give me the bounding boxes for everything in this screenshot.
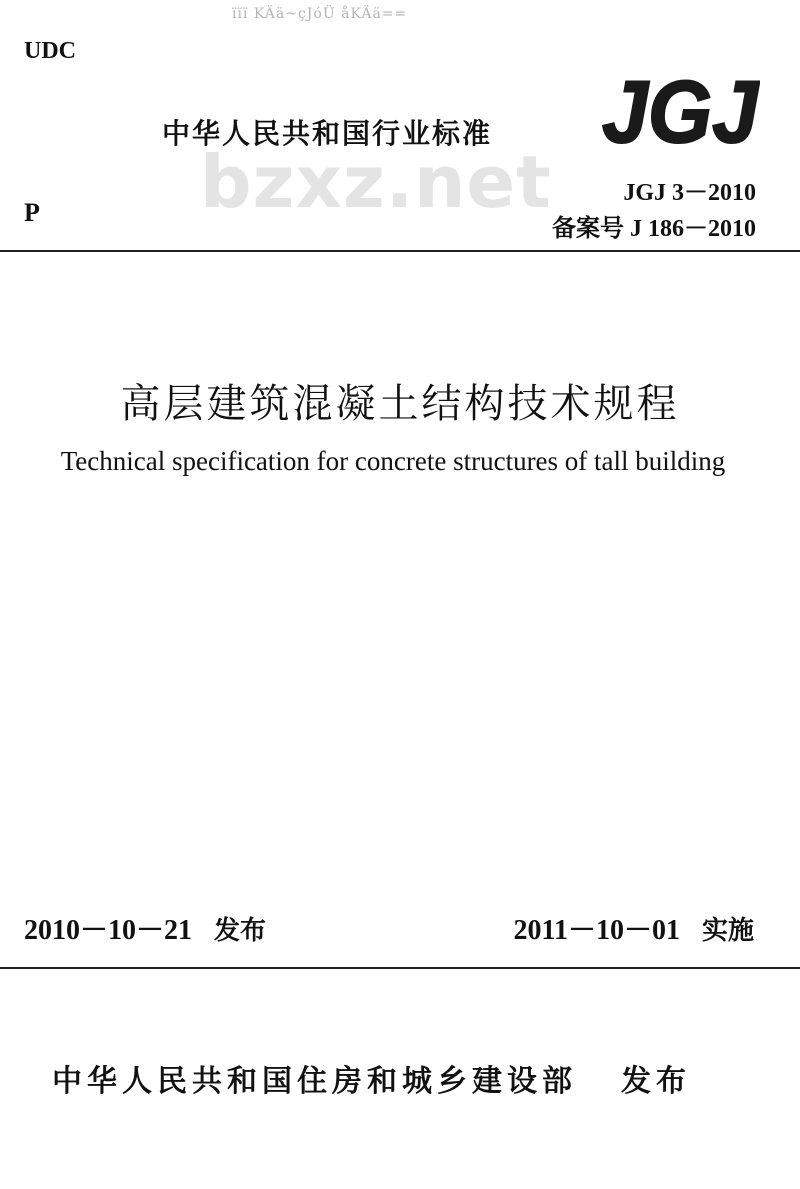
issue-date-line xyxy=(24,908,266,948)
jgj-logo-text: JGJ xyxy=(602,68,760,150)
watermark: bzxz.net xyxy=(200,140,552,224)
publisher-name: 中华人民共和国住房和城乡建设部 xyxy=(52,1064,577,1099)
issue-date: 2010－10－21 xyxy=(24,915,193,946)
implement-date: 2011－10－01 xyxy=(513,915,680,946)
record-number: 备案号 J 186－2010 xyxy=(552,216,756,242)
garbled-header-text: ïïï KÄä~çJóÜ åKÄä== xyxy=(232,6,408,22)
classification-code: P xyxy=(24,198,40,227)
publisher-action: 发布 xyxy=(621,1064,691,1099)
standard-code: JGJ 3－2010 xyxy=(623,180,756,206)
publisher-line xyxy=(52,1056,691,1100)
implement-date-line xyxy=(514,908,754,948)
ministry-standard-title: 中华人民共和国行业标准 xyxy=(162,117,493,150)
udc-label: UDC xyxy=(24,38,76,64)
title-english: Technical specification for concrete structures of tall building xyxy=(60,446,726,476)
title-chinese: 高层建筑混凝土结构技术规程 xyxy=(120,381,680,427)
bottom-divider xyxy=(0,967,800,969)
top-divider xyxy=(0,250,800,252)
jgj-logo xyxy=(600,68,760,150)
implement-label: 实施 xyxy=(701,916,754,946)
issue-label: 发布 xyxy=(214,916,267,946)
